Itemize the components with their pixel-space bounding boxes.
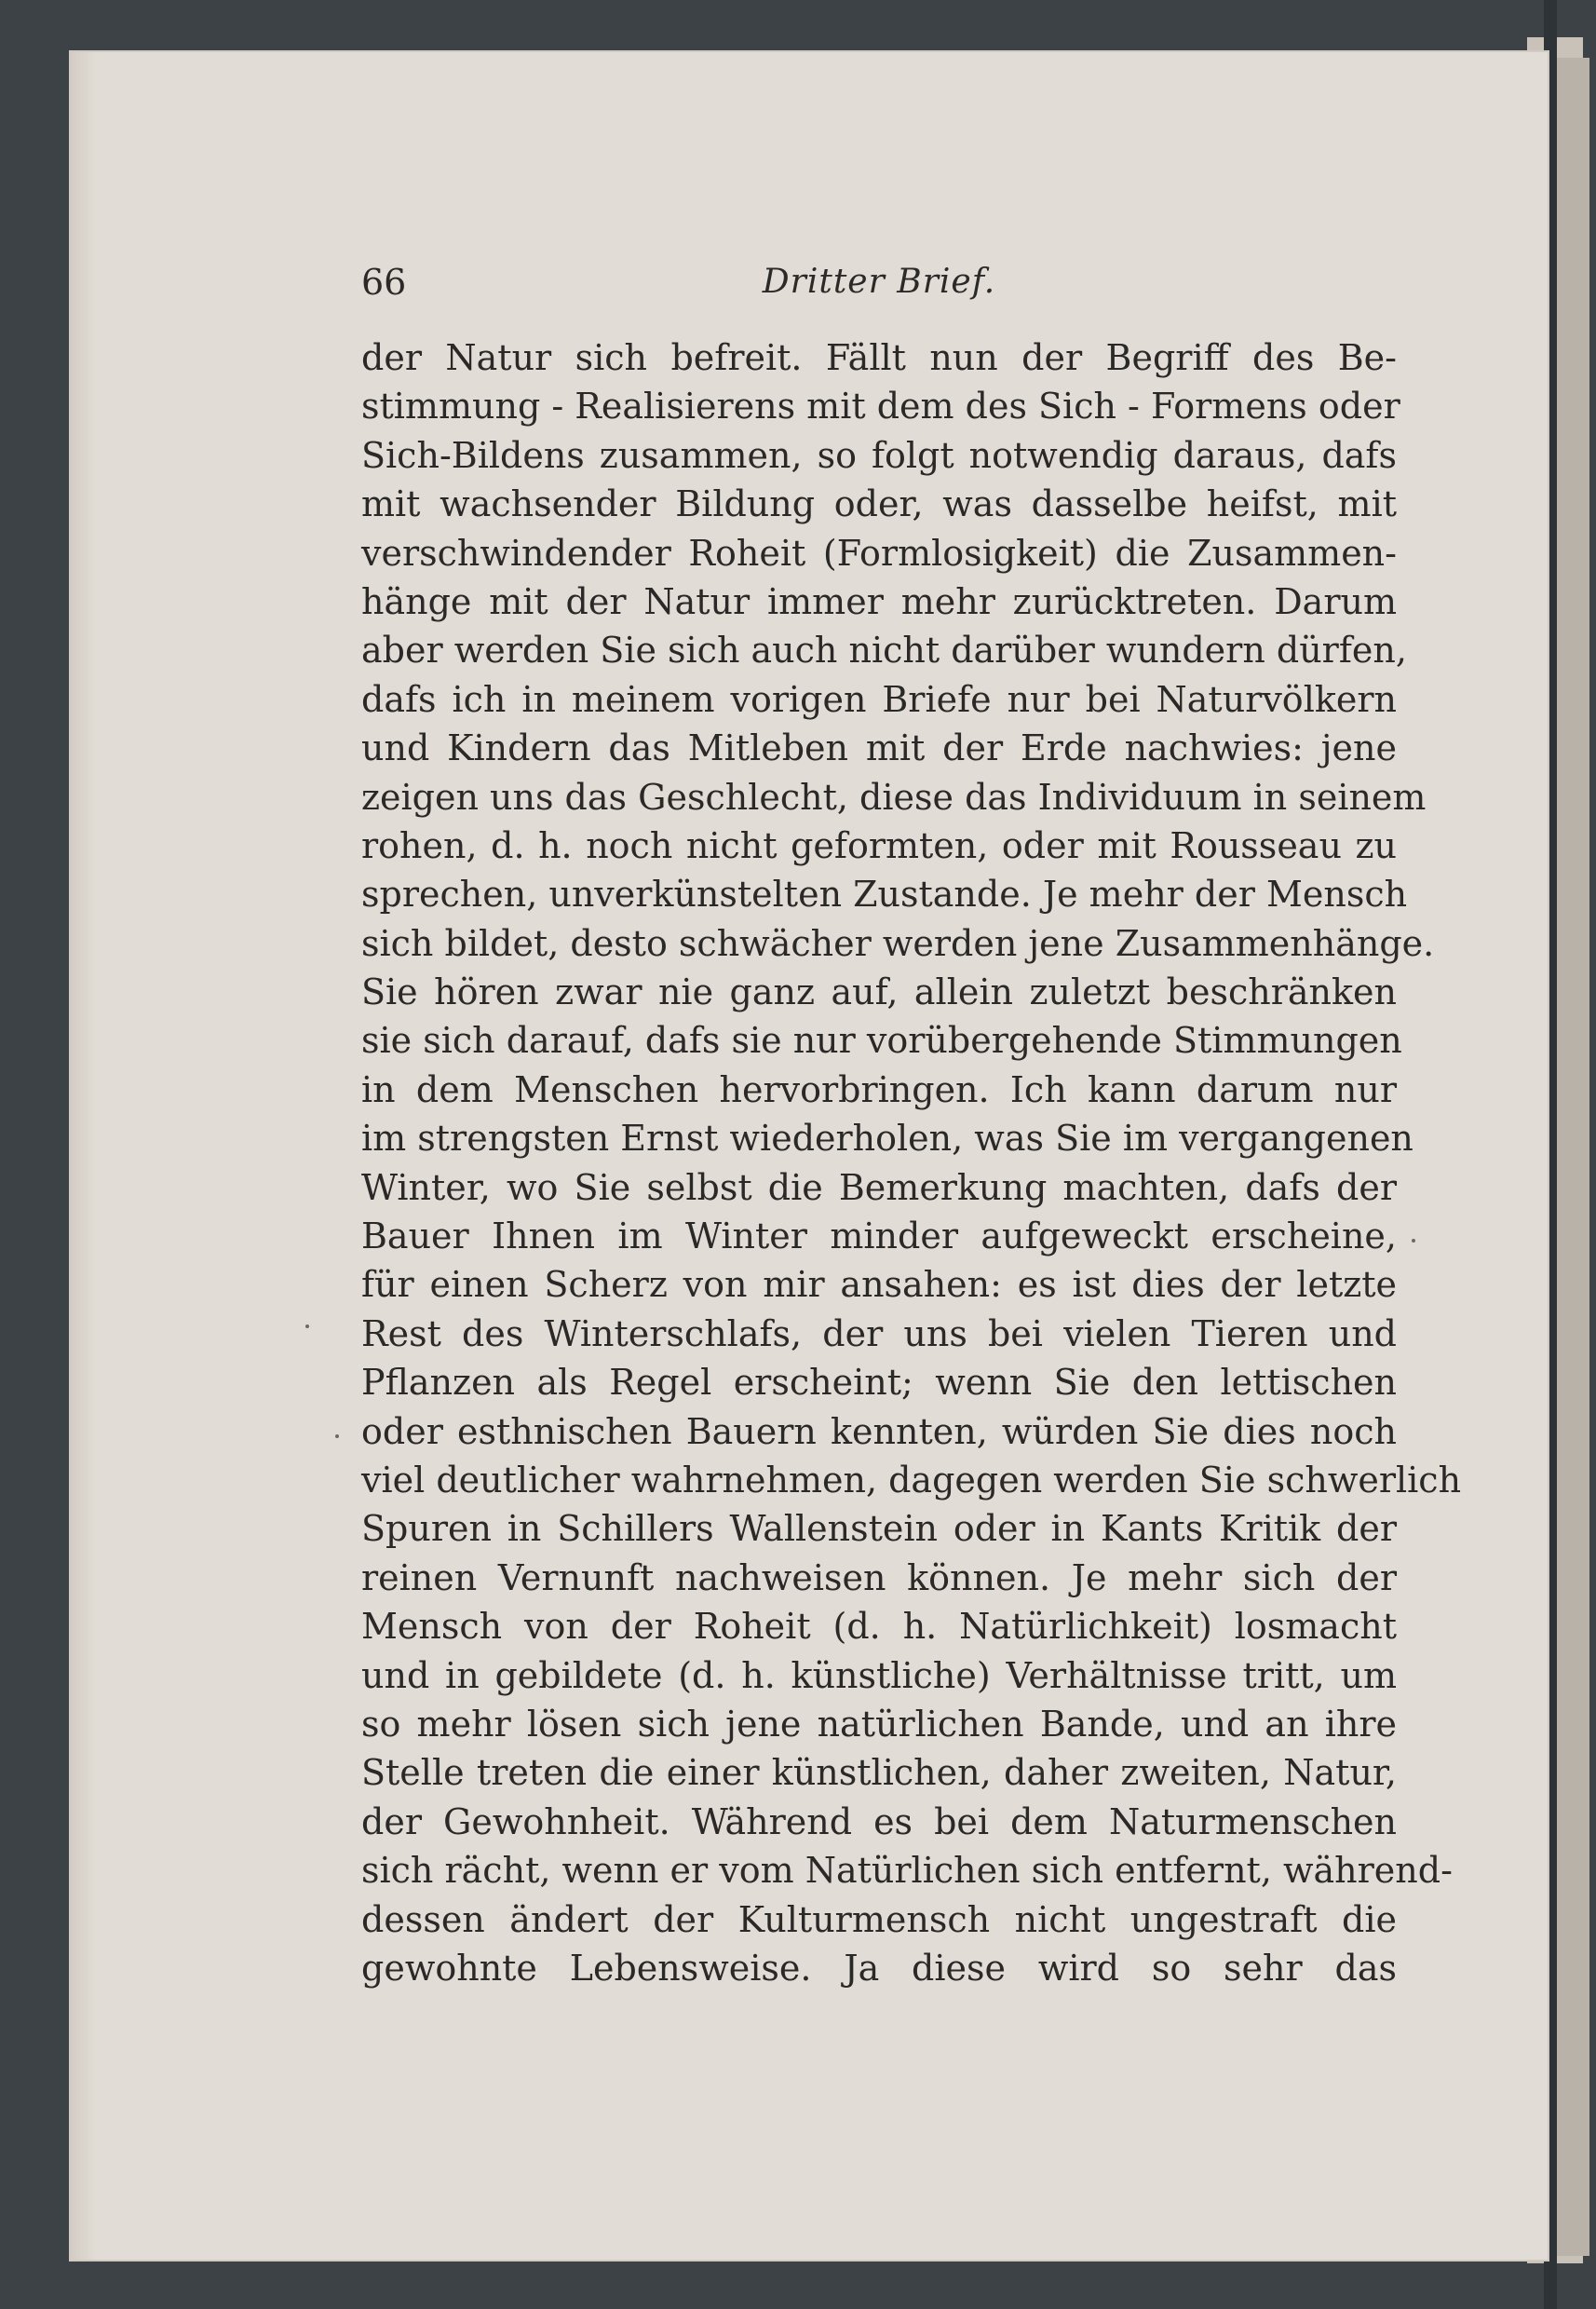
text-line: Winter, wo Sie selbst die Bemerkung machten, dafs der <box>361 1166 1397 1208</box>
paper-speck <box>305 1324 309 1328</box>
text-line: Spuren in Schillers Wallenstein oder in Kants Kritik der <box>361 1508 1397 1550</box>
text-line: dessen ändert der Kulturmensch nicht ungestraft die <box>361 1898 1397 1940</box>
text-line: gewohnte Lebensweise. Ja diese wird so sehr das <box>361 1947 1397 1989</box>
text-line: in dem Menschen hervorbringen. Ich kann darum nur <box>361 1068 1397 1110</box>
text-line: stimmung - Realisierens mit dem des Sich - Formens oder <box>361 386 1400 428</box>
text-line: der Gewohnheit. Während es bei dem Naturmenschen <box>361 1800 1397 1842</box>
text-line: Mensch von der Roheit (d. h. Natürlichkeit) losmacht <box>361 1606 1397 1648</box>
text-line: und in gebildete (d. h. künstliche) Verhältnisse tritt, um <box>361 1654 1397 1696</box>
text-line: so mehr lösen sich jene natürlichen Bande, und an ihre <box>361 1703 1397 1745</box>
text-line: sie sich darauf, dafs sie nur vorübergehende Stimmungen <box>361 1020 1402 1062</box>
page-header <box>361 259 1397 306</box>
running-title: Dritter Brief. <box>762 263 996 301</box>
text-line: Pflanzen als Regel erscheint; wenn Sie den lettischen <box>361 1362 1397 1404</box>
text-line: zeigen uns das Geschlecht, diese das Individuum in seinem <box>361 776 1427 818</box>
text-line: Sie hören zwar nie ganz auf, allein zuletzt beschränken <box>361 971 1397 1013</box>
text-line: Bauer Ihnen im Winter minder aufgeweckt erscheine, <box>361 1216 1397 1257</box>
paper-speck <box>335 1434 339 1438</box>
page-number: 66 <box>361 262 407 303</box>
text-line: dafs ich in meinem vorigen Briefe nur bei Naturvölkern <box>361 678 1397 720</box>
text-line: sich rächt, wenn er vom Natürlichen sich entfernt, während- <box>361 1850 1453 1892</box>
text-line: rohen, d. h. noch nicht geformten, oder mit Rousseau zu <box>361 824 1397 866</box>
text-line: im strengsten Ernst wiederholen, was Sie im vergangenen <box>361 1118 1413 1160</box>
text-line: aber werden Sie sich auch nicht darüber wundern dürfen, <box>361 630 1407 672</box>
text-line: für einen Scherz von mir ansahen: es ist dies der letzte <box>361 1264 1397 1306</box>
text-line: hänge mit der Natur immer mehr zurücktreten. Darum <box>361 580 1397 622</box>
text-line: der Natur sich befreit. Fällt nun der Begriff des Be- <box>361 337 1397 378</box>
text-line: mit wachsender Bildung oder, was dasselbe heifst, mit <box>361 483 1397 525</box>
text-line: viel deutlicher wahrnehmen, dagegen werden Sie schwerlich <box>361 1459 1462 1501</box>
body-text <box>361 333 1462 1992</box>
paper-speck <box>1412 1239 1415 1243</box>
text-line: verschwindender Roheit (Formlosigkeit) die Zusammen- <box>361 532 1397 574</box>
text-line: sich bildet, desto schwächer werden jene Zusammenhänge. <box>361 922 1435 964</box>
text-line: Rest des Winterschlafs, der uns bei vielen Tieren und <box>361 1312 1397 1354</box>
text-line: und Kindern das Mitleben mit der Erde nachwies: jene <box>361 727 1397 769</box>
page-left-margin-shade <box>71 52 97 2260</box>
text-line: sprechen, unverkünstelten Zustande. Je mehr der Mensch <box>361 874 1408 916</box>
text-line: oder esthnischen Bauern kennten, würden Sie dies noch <box>361 1410 1397 1452</box>
text-line: Stelle treten die einer künstlichen, daher zweiten, Natur, <box>361 1752 1397 1794</box>
text-line: Sich-Bildens zusammen, so folgt notwendig daraus, dafs <box>361 434 1397 476</box>
text-line: reinen Vernunft nachweisen können. Je mehr sich der <box>361 1556 1397 1598</box>
